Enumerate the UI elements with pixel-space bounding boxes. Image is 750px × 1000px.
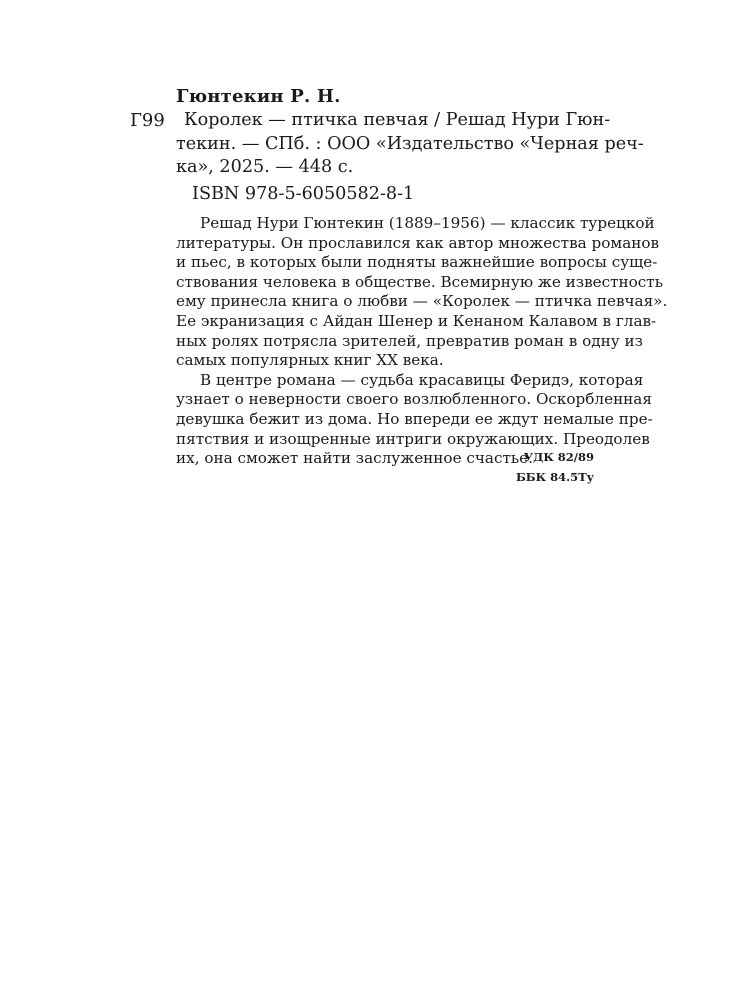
author-mark: Г99	[130, 110, 165, 131]
author-heading: Гюнтекин Р. Н.	[176, 86, 341, 107]
annotation-line: В центре романа — судьба красавицы Феридэ, которая	[200, 370, 644, 389]
udk-index: УДК 82/89	[523, 450, 594, 464]
bbk-index: ББК 84.5Ту	[515, 470, 594, 484]
annotation-line: узнает о неверности своего возлюбленного. Оскорбленная	[176, 390, 652, 409]
isbn: ISBN 978-5-6050582-8-1	[192, 184, 415, 204]
annotation-line: и пьес, в которых были подняты важнейшие вопросы суще-	[176, 253, 658, 272]
biblio-line-2: текин. — СПб. : ООО «Издательство «Черная реч-	[176, 133, 644, 154]
annotation-line: ных ролях потрясла зрителей, превратив роман в одну из	[176, 331, 643, 350]
annotation-line: пятствия и изощренные интриги окружающих. Преодолев	[176, 429, 650, 448]
annotation-line: литературы. Он прославился как автор множества романов	[176, 233, 660, 252]
biblio-line-1: Королек — птичка певчая / Решад Нури Гюн-	[184, 110, 611, 130]
annotation-line: девушка бежит из дома. Но впереди ее ждут немалые пре-	[176, 409, 653, 428]
annotation-line: Ее экранизация с Айдан Шенер и Кенаном Калавом в глав-	[176, 311, 657, 330]
annotation-line: их, она сможет найти заслуженное счастье.	[176, 449, 533, 468]
annotation-line: Решад Нури Гюнтекин (1889–1956) — классик турецкой	[200, 214, 655, 232]
bibliographic-description	[176, 109, 644, 180]
annotation-line: самых популярных книг XX века.	[176, 351, 444, 370]
annotation-line: ствования человека в обществе. Всемирную же известность	[176, 272, 663, 291]
biblio-line-3: ка», 2025. — 448 с.	[176, 157, 354, 177]
annotation-line: ему принесла книга о любви — «Королек — птичка певчая».	[176, 292, 668, 311]
annotation	[176, 214, 668, 469]
